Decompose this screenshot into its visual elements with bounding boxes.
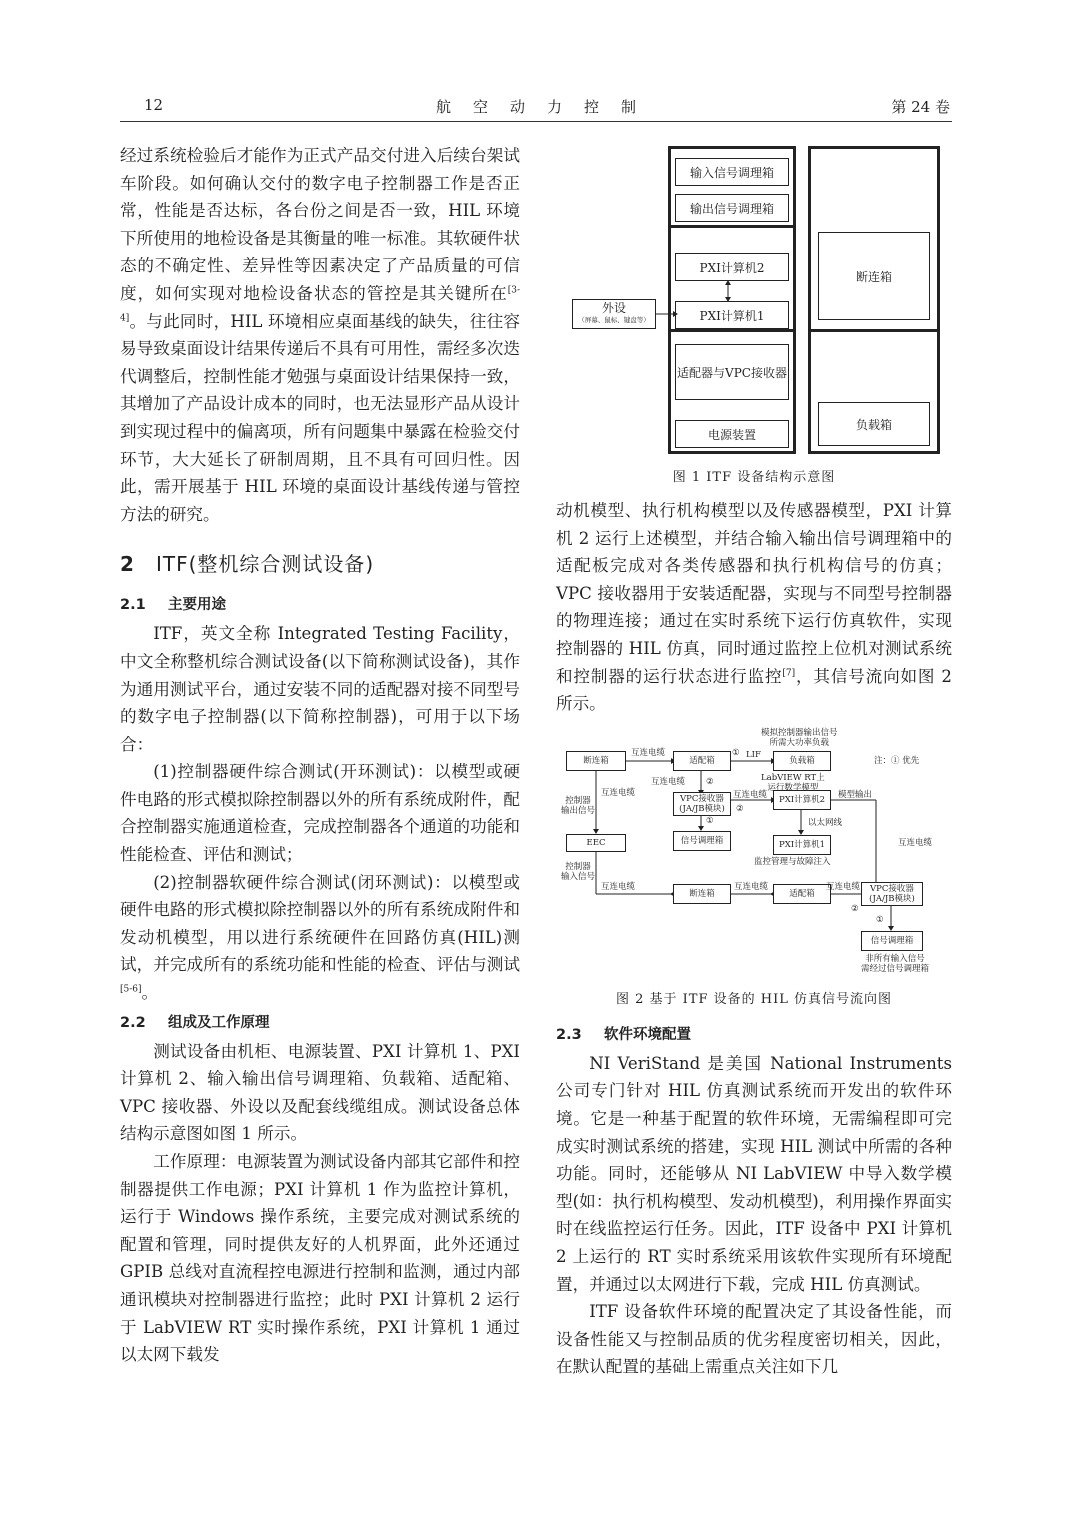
load-box: 负载箱 bbox=[773, 751, 831, 771]
adapter-box-bottom: 适配箱 bbox=[773, 884, 831, 904]
subsection-heading: 2.2 组成及工作原理 bbox=[120, 1014, 270, 1031]
figure-1-diagram bbox=[556, 146, 952, 476]
peripheral-box: 外设 （屏幕、鼠标、键盘等） bbox=[572, 299, 656, 329]
citation[interactable]: [5-6] bbox=[120, 984, 142, 995]
figure-2-diagram: 断连箱 适配箱 负载箱 VPC接收器 (JA/JB模块) PXI计算机2 信号调理箱 PXI计算机1 EEC 断连箱 适配箱 VPC接收器 (JA/JB模块) 信号调理箱 互连电缆 ① LIF 模拟控制器输出信号 所需大功率负载 注：① 优先 互连电缆 ② LabVIEW RT上 运行数学模型 互连电缆 互连电缆 ② 模型输出 控制器 输出信号 ① 以太网线 互连电缆 监控管理与故障注入 控制器 输入信号 互连电缆 互连电缆 互连电缆 ② ① 非所有输入信号 需经过信号调理箱 bbox=[556, 728, 952, 988]
figure-1-caption: 图 1 ITF 设备结构示意图 bbox=[672, 470, 836, 485]
paragraph: (1)控制器硬件综合测试(开环测试)：以模型或硬件电路的形式模拟除控制器以外的所有系统成附件，配合控制器实施通道检查，完成控制器各个通道的功能和性能检查、评估和测试； bbox=[120, 762, 520, 865]
section-number: 2 bbox=[120, 552, 135, 577]
input-signal-box: 输入信号调理箱 bbox=[675, 158, 789, 186]
breakout-box-bottom: 断连箱 bbox=[673, 884, 731, 904]
load-box: 负载箱 bbox=[818, 402, 930, 446]
citation[interactable]: [7] bbox=[782, 668, 796, 679]
pxi-computer-1: PXI计算机1 bbox=[675, 301, 789, 329]
paragraph: 工作原理：电源装置为测试设备内部其它部件和控制器提供工作电源；PXI 计算机 1 作为监控计算机，运行于 Windows 操作系统，主要完成对测试系统的配置和管理，同时提供友好的人机界面，此外还通过 GPIB 总线对直流程控电源进行控制和监测，通过内部通讯模块对控制器进行监控；此时 PXI 计算机 2 运行于 LabVIEW RT 实时操作系统，PXI 计算机 1 通过以太网下载发 bbox=[120, 1152, 520, 1365]
paragraph: 动机模型、执行机构模型以及传感器模型，PXI 计算机 2 运行上述模型，并结合输入输出信号调理箱中的适配板完成对各类传感器和执行机构信号的仿真；VPC 接收器用于安装适配器，实现与不同型号控制器的物理连接；通过在实时系统下运行仿真软件，实现控制器的 HIL 仿真，同时通过监控上位机对测试系统和控制器的运行状态进行监控[7]，其信号流向如图 2 所示。 bbox=[556, 501, 952, 714]
breakout-box-top: 断连箱 bbox=[566, 751, 626, 771]
paragraph: 经过系统检验后才能作为正式产品交付进入后续台架试车阶段。如何确认交付的数字电子控制器工作是否正常，性能是否达标，各台份之间是否一致，HIL 环境下所使用的地检设备是其衡量的唯一标准。其软硬件状态的不确定性、差异性等因素决定了产品质量的可信度，如何实现对地检设备状态的管控是其关键所在[3-4]。与此同时，HIL 环境相应桌面基线的缺失，往往容易导致桌面设计结果传递后不具有可用性，需经多次迭代调整后，控制性能才勉强与桌面设计结果保持一致，其增加了产品设计成本的同时，也无法显形产品从设计到实现过程中的偏离项，所有问题集中暴露在检验交付环节，大大延长了研制周期，且不具有可回归性。因此，需开展基于 HIL 环境的桌面设计基线传递与管控方法的研究。 bbox=[120, 146, 520, 524]
signal-conditioning-box-right: 信号调理箱 bbox=[861, 931, 923, 951]
paragraph: NI VeriStand 是美国 National Instruments 公司专门针对 HIL 仿真测试系统而开发出的软件环境。它是一种基于配置的软件环境，无需编程即可完成实时测试系统的搭建，实现 HIL 测试中所需的各种功能。同时，还能够从 NI LabVIEW 中导入数学模型(如：执行机构模型、发动机模型)，利用操作界面实时在线监控运行任务。因此，ITF 设备中 PXI 计算机 2 上运行的 RT 实时系统采用该软件实现所有环境配置，并通过以太网进行下载，完成 HIL 仿真测试。 bbox=[556, 1053, 952, 1294]
figure-2-caption: 图 2 基于 ITF 设备的 HIL 仿真信号流向图 bbox=[616, 991, 892, 1007]
eec-box: EEC bbox=[566, 834, 626, 852]
paragraph: 测试设备由机柜、电源装置、PXI 计算机 1、PXI 计算机 2、输入输出信号调理箱、负载箱、适配箱、VPC 接收器、外设以及配套线缆组成。测试设备总体结构示意图如图 1 所示。 bbox=[120, 1041, 520, 1144]
signal-conditioning-box-left: 信号调理箱 bbox=[673, 831, 731, 851]
pxi-computer-2: PXI计算机2 bbox=[675, 253, 789, 281]
journal-title: 航空动力控制 bbox=[435, 98, 658, 116]
page-number: 12 bbox=[144, 96, 164, 114]
volume-label: 第 24 卷 bbox=[891, 98, 950, 116]
pxi-computer-1: PXI计算机1 bbox=[773, 835, 831, 855]
subsection-heading: 2.3 软件环境配置 bbox=[556, 1026, 691, 1043]
power-unit-box: 电源装置 bbox=[675, 420, 789, 448]
breakout-box: 断连箱 bbox=[818, 232, 930, 320]
section-title: ITF(整机综合测试设备) bbox=[156, 552, 375, 577]
cabinet-left bbox=[668, 146, 796, 454]
subsection-heading: 2.1 主要用途 bbox=[120, 597, 226, 614]
pxi-computer-2: PXI计算机2 bbox=[773, 790, 831, 810]
output-signal-box: 输出信号调理箱 bbox=[675, 194, 789, 222]
section-heading bbox=[120, 548, 520, 577]
right-column bbox=[556, 142, 952, 1381]
vpc-receiver-right: VPC接收器 (JA/JB模块) bbox=[861, 882, 923, 906]
vpc-receiver-left: VPC接收器 (JA/JB模块) bbox=[673, 792, 731, 816]
adapter-box-top: 适配箱 bbox=[673, 751, 731, 771]
paragraph: ITF 设备软件环境的配置决定了其设备性能，而设备性能又与控制品质的优劣程度密切相关，因此，在默认配置的基础上需重点关注如下几 bbox=[556, 1302, 952, 1377]
adapter-vpc-box: 适配器与VPC接收器 bbox=[675, 344, 789, 400]
citation[interactable]: [3-4] bbox=[120, 285, 520, 324]
paragraph: (2)控制器软硬件综合测试(闭环测试)：以模型或硬件电路的形式模拟除控制器以外的所有系统成附件和发动机模型，用以进行系统硬件在回路仿真(HIL)测试，并完成所有的系统功能和性能的检查、评估与测试[5-6]。 bbox=[120, 872, 520, 1003]
paragraph: ITF，英文全称 Integrated Testing Facility，中文全称整机综合测试设备(以下简称测试设备)，其作为通用测试平台，通过安装不同的适配器对接不同型号的数字电子控制器(以下简称控制器)，可用于以下场合： bbox=[120, 624, 520, 754]
running-header bbox=[120, 92, 952, 122]
left-column bbox=[120, 142, 520, 1369]
